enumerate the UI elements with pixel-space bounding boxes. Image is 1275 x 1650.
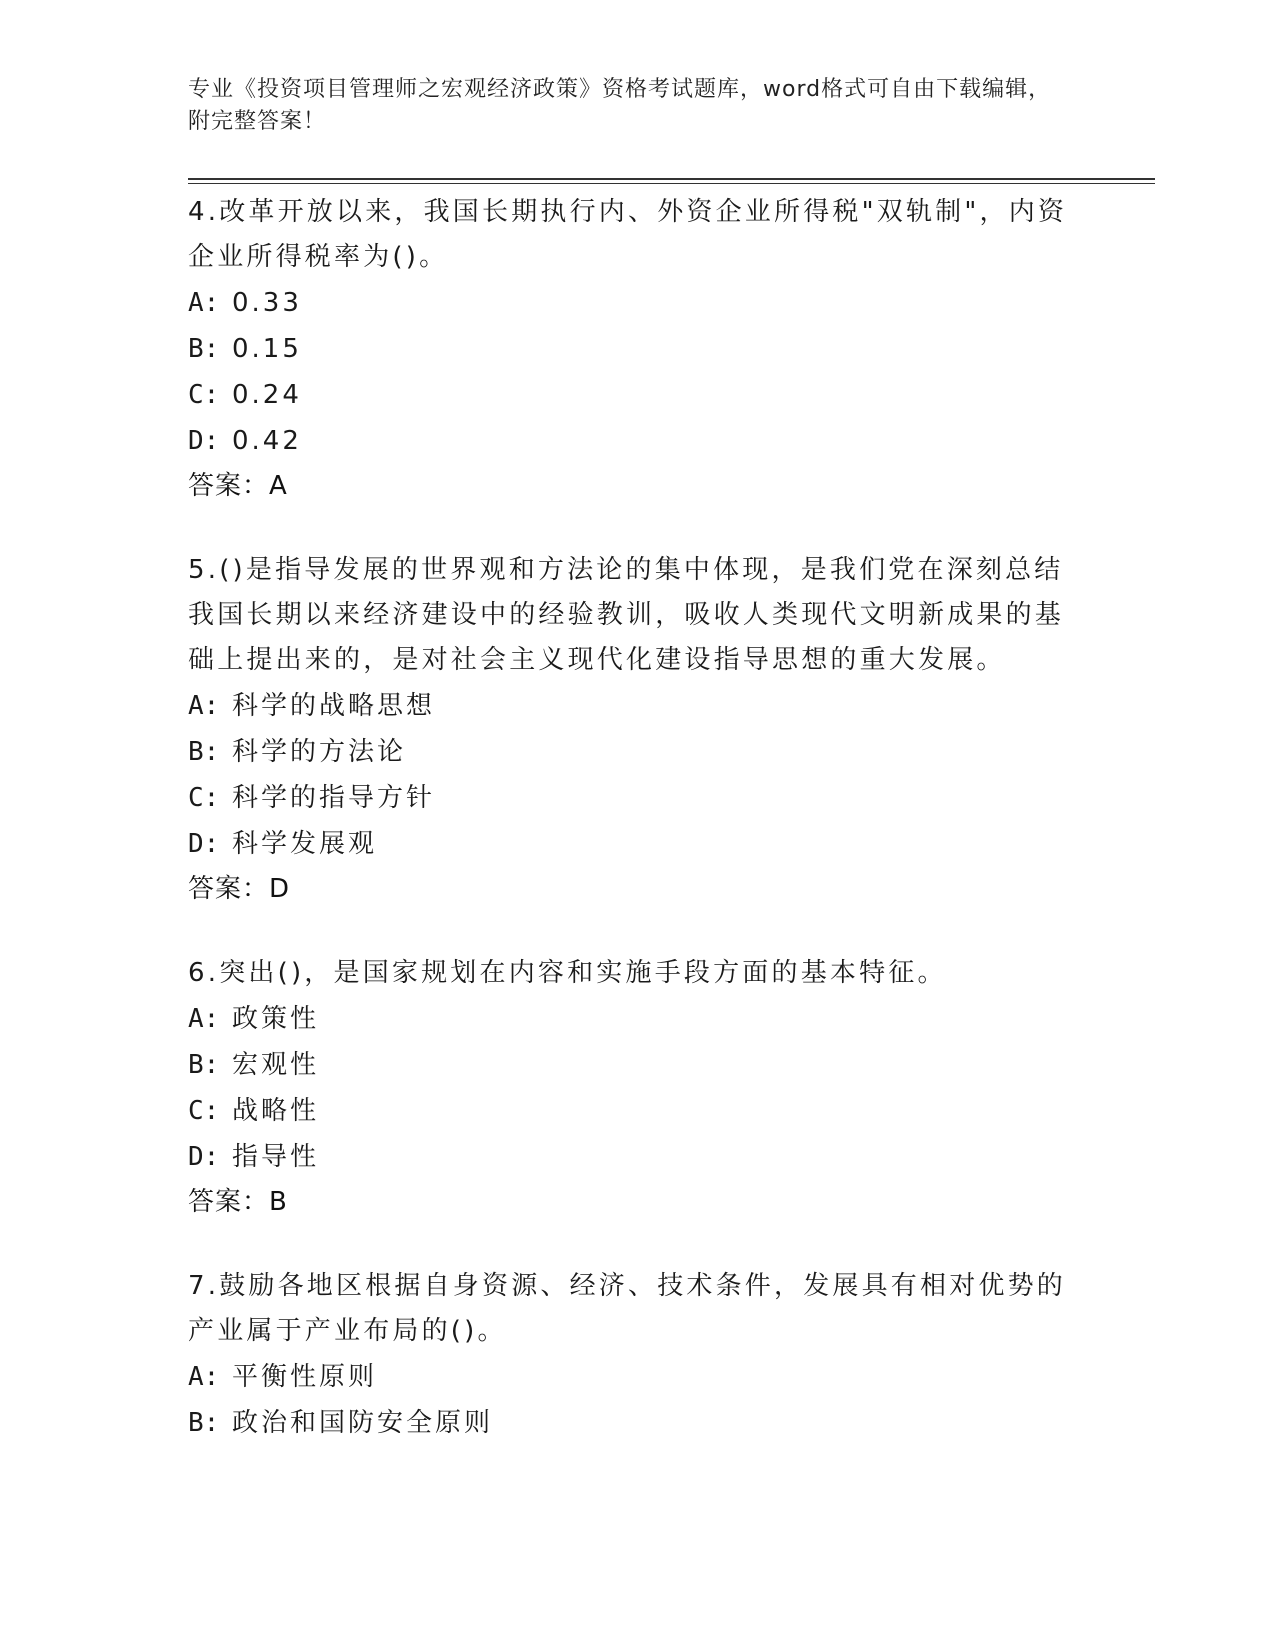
question-stem: 5.()是指导发展的世界观和方法论的集中体现，是我们党在深刻总结我国长期以来经济建设中的经验教训，吸收人类现代文明新成果的基础上提出来的，是对社会主义现代化建设指导思想的重大发展。 bbox=[188, 555, 1065, 675]
option-c bbox=[188, 1088, 1068, 1134]
question-stem: 6.突出()，是国家规划在内容和实施手段方面的基本特征。 bbox=[188, 958, 947, 988]
option-text: 0.24 bbox=[232, 380, 302, 410]
question-7 bbox=[188, 1264, 1068, 1446]
document-header: 专业《投资项目管理师之宏观经济政策》资格考试题库，word格式可自由下载编辑，附完整答案！ bbox=[188, 77, 1052, 134]
option-label: A: bbox=[188, 1362, 220, 1392]
question-6 bbox=[188, 951, 1068, 1224]
option-label: B: bbox=[188, 1050, 220, 1080]
option-d bbox=[188, 418, 1068, 464]
option-text: 科学的指导方针 bbox=[232, 783, 436, 813]
option-text: 指导性 bbox=[232, 1142, 320, 1172]
option-label: B: bbox=[188, 1408, 220, 1438]
option-text: 0.33 bbox=[232, 288, 302, 318]
option-c bbox=[188, 372, 1068, 418]
question-stem: 4.改革开放以来，我国长期执行内、外资企业所得税"双轨制"，内资企业所得税率为()。 bbox=[188, 197, 1068, 272]
option-label: C: bbox=[188, 1096, 220, 1126]
option-label: A: bbox=[188, 691, 220, 721]
option-a bbox=[188, 683, 1068, 729]
option-label: A: bbox=[188, 1004, 220, 1034]
option-text: 0.42 bbox=[232, 426, 302, 456]
option-c bbox=[188, 775, 1068, 821]
option-a bbox=[188, 996, 1068, 1042]
header-divider bbox=[188, 178, 1155, 180]
option-text: 宏观性 bbox=[232, 1050, 320, 1080]
answer-line: 答案：D bbox=[188, 874, 291, 904]
option-text: 科学发展观 bbox=[232, 829, 378, 859]
option-label: B: bbox=[188, 334, 220, 364]
question-4 bbox=[188, 190, 1068, 508]
option-label: B: bbox=[188, 737, 220, 767]
option-b bbox=[188, 1400, 1068, 1446]
option-text: 科学的方法论 bbox=[232, 737, 407, 767]
option-b bbox=[188, 729, 1068, 775]
option-text: 政治和国防安全原则 bbox=[232, 1408, 494, 1438]
question-list bbox=[188, 190, 1068, 1486]
header-divider-thin bbox=[188, 183, 1155, 184]
option-a bbox=[188, 1354, 1068, 1400]
option-d bbox=[188, 1134, 1068, 1180]
option-label: D: bbox=[188, 829, 220, 859]
option-b bbox=[188, 326, 1068, 372]
option-label: D: bbox=[188, 1142, 220, 1172]
answer-line: 答案：A bbox=[188, 471, 288, 501]
option-b bbox=[188, 1042, 1068, 1088]
option-text: 政策性 bbox=[232, 1004, 320, 1034]
option-text: 科学的战略思想 bbox=[232, 691, 436, 721]
option-a bbox=[188, 280, 1068, 326]
question-stem: 7.鼓励各地区根据自身资源、经济、技术条件，发展具有相对优势的产业属于产业布局的()。 bbox=[188, 1271, 1067, 1346]
option-label: D: bbox=[188, 426, 220, 456]
option-text: 平衡性原则 bbox=[232, 1362, 378, 1392]
option-label: C: bbox=[188, 380, 220, 410]
option-d bbox=[188, 821, 1068, 867]
answer-line: 答案：B bbox=[188, 1187, 288, 1217]
question-5 bbox=[188, 548, 1068, 911]
option-text: 0.15 bbox=[232, 334, 302, 364]
option-text: 战略性 bbox=[232, 1096, 320, 1126]
option-label: A: bbox=[188, 288, 220, 318]
option-label: C: bbox=[188, 783, 220, 813]
